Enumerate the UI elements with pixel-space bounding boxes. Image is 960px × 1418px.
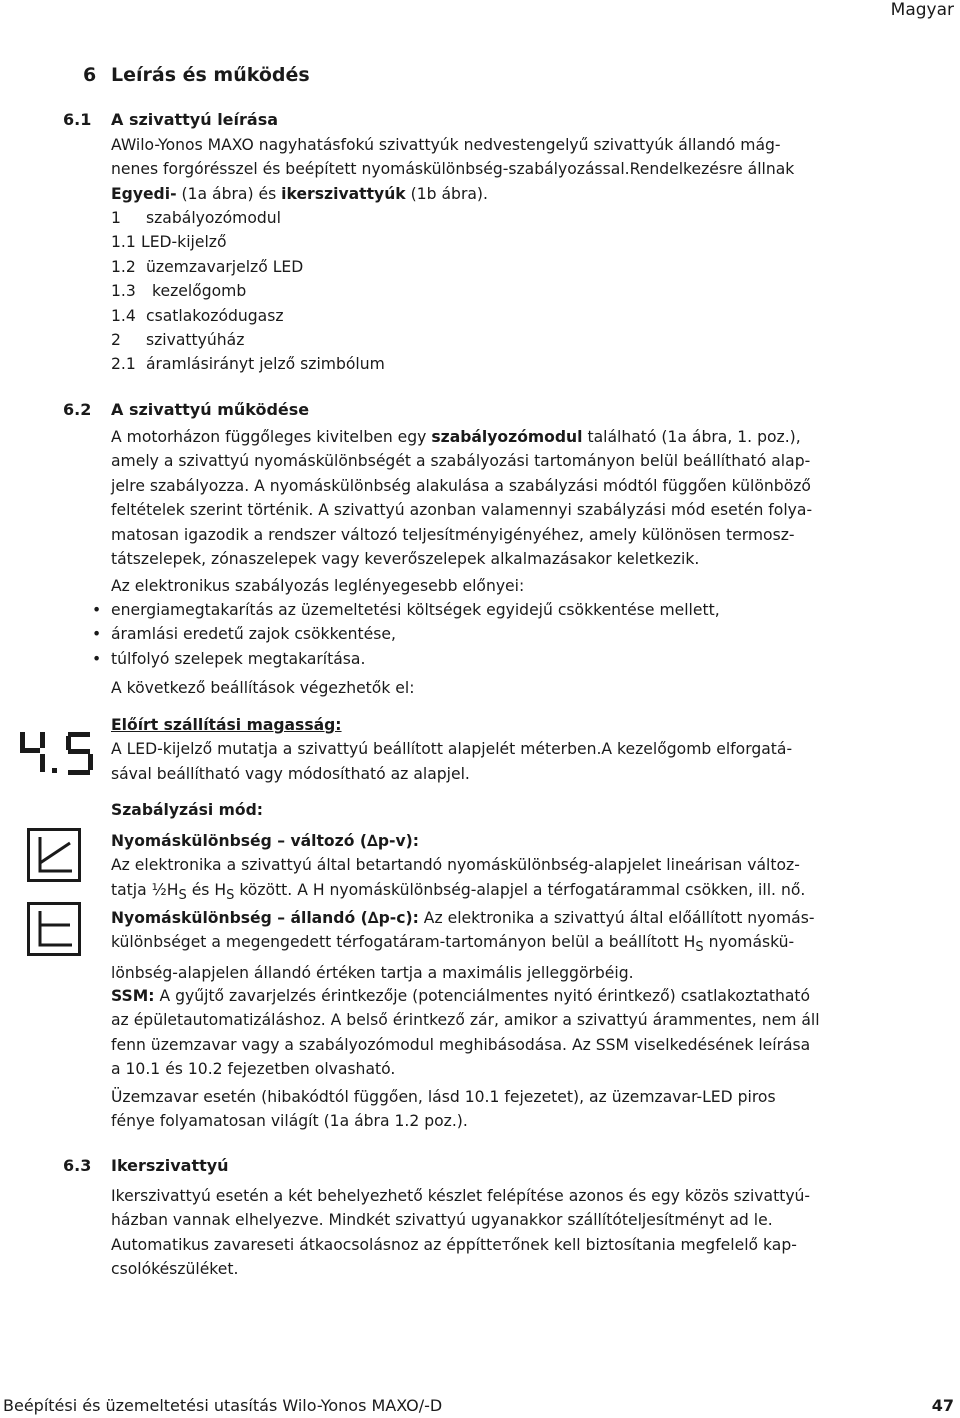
para-line: amely a szivattyú nyomáskülönbségét a szabályozási tartományon belül beállítható alap- bbox=[111, 452, 811, 471]
para-line: Üzemzavar esetén (hibakódtól függően, lásd 10.1 fejezetet), az üzemzavar-LED piros bbox=[111, 1088, 776, 1106]
list-item bbox=[111, 206, 385, 230]
led-segment bbox=[68, 749, 90, 754]
list-item bbox=[92, 622, 720, 646]
component-list bbox=[111, 206, 385, 377]
subsection-number-6-1: 6.1 bbox=[63, 110, 92, 129]
bullet-text: energiamegtakarítás az üzemeltetési költségek egyidejű csökkentése mellett, bbox=[111, 601, 720, 619]
item-label: LED-kijelző bbox=[141, 233, 227, 252]
advantages-list bbox=[92, 598, 720, 671]
header-language: Magyar bbox=[890, 0, 954, 20]
preset-title: Előírt szállítási magasság: bbox=[111, 716, 342, 734]
text: között. A H nyomáskülönbség-alapjel a térfogatárammal csökken, ill. nő. bbox=[234, 880, 806, 899]
section-title: Leírás és működés bbox=[111, 64, 310, 86]
para-line bbox=[111, 930, 871, 961]
list-item bbox=[111, 304, 385, 328]
advantages-title: Az elektronikus szabályozás leglényegesebb előnyei: bbox=[111, 577, 525, 595]
intro-line bbox=[111, 182, 871, 206]
list-item bbox=[111, 279, 385, 303]
text: különbséget a megengedett térfogatáram-tartományon belül a beállított H bbox=[111, 933, 696, 952]
list-item bbox=[111, 352, 385, 376]
list-item bbox=[111, 230, 385, 254]
para-line: fénye folyamatosan világít (1a ábra 1.2 poz.). bbox=[111, 1112, 468, 1131]
bullet-icon: • bbox=[92, 649, 102, 668]
para-line: jelre szabályozza. A nyomáskülönbség alakulása a szabályzási módtól függően különböző bbox=[111, 476, 811, 495]
text: (1b ábra). bbox=[405, 184, 488, 203]
mode-title: Szabályzási mód: bbox=[111, 801, 264, 819]
item-label: szabályozómodul bbox=[146, 209, 281, 227]
subscript: S bbox=[178, 887, 187, 903]
para-line: tátszelepek, zónaszelepek vagy keverőszelepek alkalmazásakor keletkezik. bbox=[111, 550, 700, 569]
para-line bbox=[111, 906, 871, 930]
led-segment bbox=[66, 736, 71, 750]
led-segment bbox=[68, 770, 90, 775]
bold-term: szabályozómodul bbox=[431, 428, 583, 446]
text: és H bbox=[186, 880, 227, 899]
para-line: a 10.1 és 10.2 fejezetben olvasható. bbox=[111, 1060, 396, 1079]
ssm-label: SSM: bbox=[111, 987, 155, 1005]
item-number: 1.3 bbox=[111, 282, 136, 301]
operation-paragraph bbox=[111, 425, 871, 571]
led-segment bbox=[40, 754, 45, 772]
subsection-title-6-3: Ikerszivattyú bbox=[111, 1156, 229, 1175]
led-segment bbox=[88, 754, 93, 770]
para-line: lönbség-alapjelen állandó értéken tartja a maximális jelleggörbéig. bbox=[111, 963, 634, 982]
section-number: 6 bbox=[83, 64, 97, 86]
subsection-title-6-1: A szivattyú leírása bbox=[111, 110, 279, 129]
bullet-icon: • bbox=[92, 601, 102, 619]
intro-line: AWilo-Yonos MAXO nagyhatásfokú szivattyúk nedvestengelyű szivattyúk állandó mág- bbox=[111, 136, 781, 154]
item-number: 1 bbox=[111, 209, 121, 227]
dp-constant-curve bbox=[30, 905, 78, 953]
para-line: az épületautomatizáláshoz. A belső érintkező zár, amikor a szivattyú árammentes, nem áll bbox=[111, 1011, 820, 1030]
bullet-text: áramlási eredetű zajok csökkentése, bbox=[111, 625, 396, 644]
subsection-number-6-3: 6.3 bbox=[63, 1156, 92, 1175]
subsection-title-6-2: A szivattyú működése bbox=[111, 400, 310, 419]
item-label: szivattyúház bbox=[146, 331, 245, 350]
ssm-block bbox=[111, 984, 871, 1082]
dp-variable-block bbox=[111, 829, 871, 908]
para-line: Az elektronika a szivattyú által betartandó nyomáskülönbség-alapjelet lineárisan változ- bbox=[111, 856, 800, 875]
item-number: 2 bbox=[111, 331, 121, 350]
item-label: áramlásirányt jelző szimbólum bbox=[146, 355, 385, 374]
para-line: feltételek szerint történik. A szivattyú azonban valamennyi szabályzási mód esetén folya- bbox=[111, 501, 813, 520]
bold-term: Egyedi- bbox=[111, 184, 177, 203]
item-label: kezelőgomb bbox=[152, 282, 247, 301]
bullet-icon: • bbox=[92, 625, 102, 644]
para-line: Automatikus zavareseti átkaocsolásnoz az éppítteтőnek kell biztosítania megfelelő kap- bbox=[111, 1235, 797, 1254]
text: (1a ábra) és bbox=[176, 184, 282, 203]
led-segment bbox=[68, 732, 90, 737]
item-number: 2.1 bbox=[111, 355, 136, 374]
para-line: fenn üzemzavar vagy a szabályozómodul meghibásodása. Az SSM viselkedésének leírása bbox=[111, 1035, 811, 1054]
text: található (1a ábra, 1. poz.), bbox=[582, 428, 801, 446]
subsection-number-6-2: 6.2 bbox=[63, 400, 92, 419]
para-line bbox=[111, 425, 871, 449]
list-item bbox=[92, 598, 720, 622]
led-dot bbox=[52, 768, 57, 773]
dp-variable-curve bbox=[30, 831, 78, 879]
item-label: üzemzavarjelző LED bbox=[146, 257, 304, 276]
dp-constant-icon bbox=[27, 902, 81, 956]
para-line: házban vannak elhelyezve. Mindkét szivattyú ugyanakkor szállítóteljesítményt ad le. bbox=[111, 1211, 773, 1230]
para-line: csolókészüléket. bbox=[111, 1260, 239, 1279]
intro-line: nenes forgórésszel és beépített nyomáskülönbség-szabályozással.Rendelkezésre állnak bbox=[111, 160, 795, 179]
led-display-icon bbox=[18, 730, 98, 780]
subscript: S bbox=[226, 887, 235, 903]
led-segment bbox=[20, 748, 40, 753]
intro-paragraph bbox=[111, 133, 871, 206]
dp-constant-block bbox=[111, 906, 871, 985]
text: nyomáskü- bbox=[703, 933, 795, 952]
para-line: matosan igazodik a rendszer változó teljesítményigényéhez, amely különösen termosz- bbox=[111, 525, 795, 544]
settings-intro: A következő beállítások végezhetők el: bbox=[111, 679, 415, 697]
para-line: Ikerszivattyú esetén a két behelyezhető készlet felépítése azonos és egy közös szivattyú- bbox=[111, 1187, 811, 1205]
item-number: 1.4 bbox=[111, 306, 136, 325]
bullet-text: túlfolyó szelepek megtakarítása. bbox=[111, 649, 366, 668]
subscript: S bbox=[695, 940, 704, 956]
item-number: 1.2 bbox=[111, 257, 136, 276]
footer-title: Beépítési és üzemeltetési utasítás Wilo-Yonos MAXO/-D bbox=[3, 1396, 443, 1415]
text: A motorházon függőleges kivitelben egy bbox=[111, 428, 432, 446]
para-line: A LED-kijelző mutatja a szivattyú beállított alapjelét méterben.A kezelőgomb elforgatá- bbox=[111, 740, 793, 759]
list-item bbox=[111, 328, 385, 352]
item-number: 1.1 bbox=[111, 233, 136, 252]
list-item bbox=[92, 647, 720, 671]
para-line bbox=[111, 984, 871, 1008]
fault-block bbox=[111, 1085, 871, 1134]
item-label: csatlakozódugasz bbox=[146, 306, 284, 325]
twin-pump-paragraph bbox=[111, 1184, 871, 1282]
preset-block bbox=[111, 713, 871, 786]
text: A gyűjtő zavarjelzés érintkezője (potenciálmentes nyitó érintkező) csatlakoztatható bbox=[154, 987, 811, 1005]
page-number: 47 bbox=[931, 1396, 954, 1415]
dpc-title: Nyomáskülönbség – állandó (∆p-c): bbox=[111, 909, 419, 927]
section-heading bbox=[83, 64, 310, 86]
dpv-title: Nyomáskülönbség – változó (∆p-v): bbox=[111, 832, 420, 850]
led-segment bbox=[20, 732, 25, 748]
text: tatja ½H bbox=[111, 880, 179, 899]
led-segment bbox=[40, 732, 45, 748]
para-line: sával beállítható vagy módosítható az alapjel. bbox=[111, 764, 470, 783]
bold-term: ikerszivattyúk bbox=[281, 184, 406, 203]
para-line bbox=[111, 878, 871, 909]
text: Az elektronika a szivattyú által előállított nyomás- bbox=[418, 909, 815, 927]
list-item bbox=[111, 255, 385, 279]
dp-variable-icon bbox=[27, 828, 81, 882]
